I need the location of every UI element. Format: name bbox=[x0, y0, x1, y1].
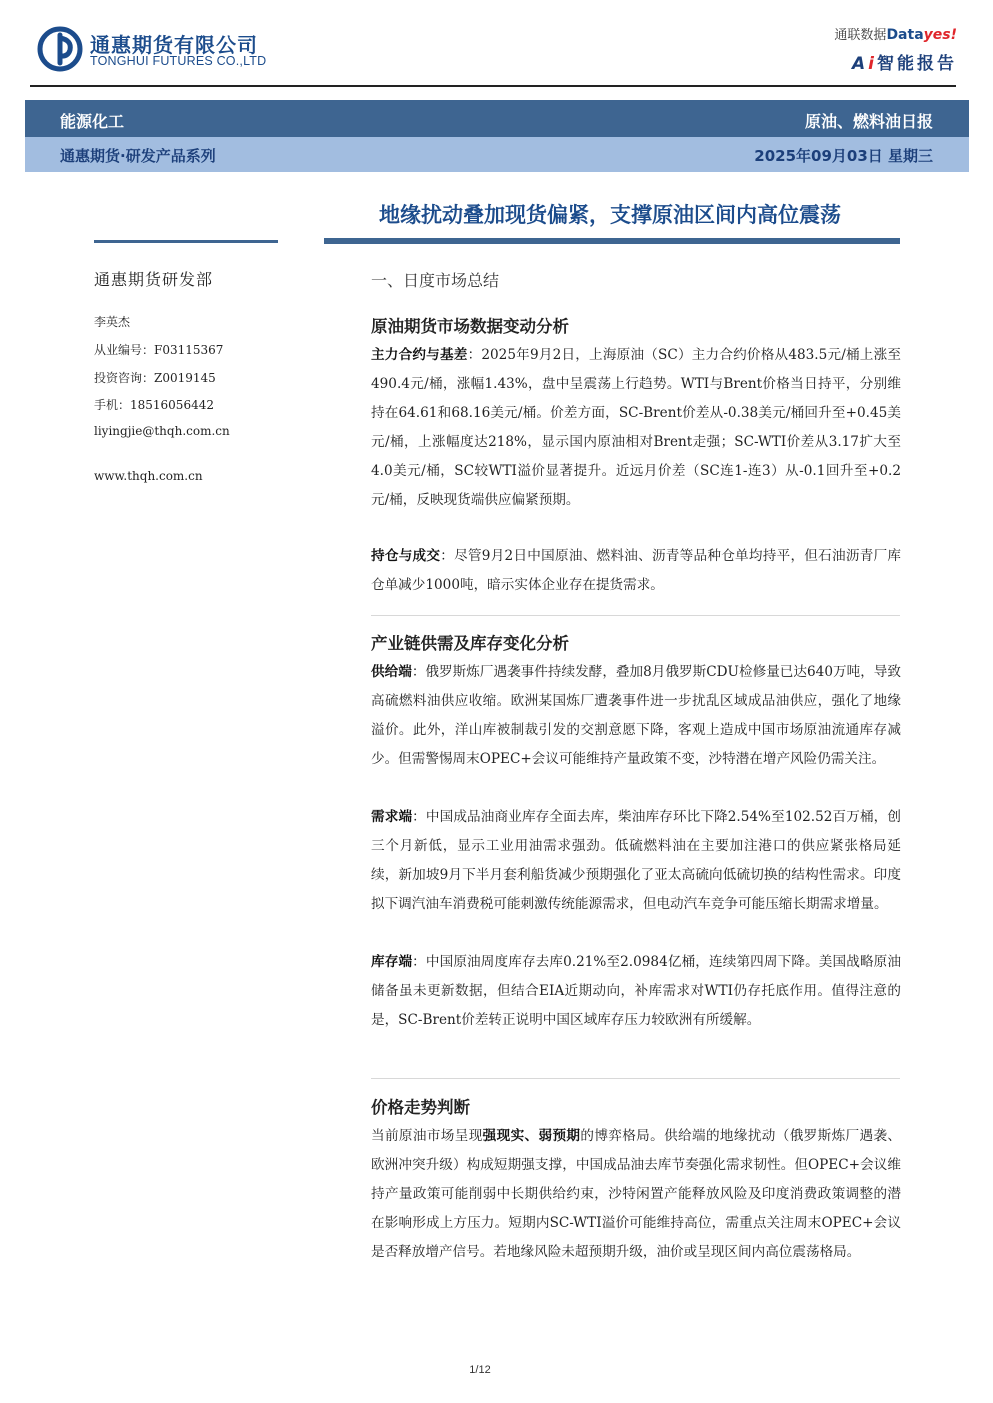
title-underline bbox=[324, 238, 900, 244]
ai-letter-a: A bbox=[852, 54, 869, 74]
analyst-name: 李英杰 bbox=[94, 315, 131, 329]
paragraph-text: ：俄罗斯炼厂遇袭事件持续发酵，叠加8月俄罗斯CDU检修量已达640万吨，导致高硫燃料油供应收缩。欧洲某国炼厂遭袭事件进一步扰乱区域成品油供应，强化了地缘溢价。此外，洋山库被制裁引发的交割意愿下降，客观上造成中国市场原油流通库存减少。但需警惕周末OPEC+会议可能维持产量政策不变，沙特潜在增产风险仍需关注。 bbox=[371, 664, 901, 767]
ai-report-logo bbox=[852, 49, 957, 74]
paragraph-label: 持仓与成交 bbox=[371, 548, 441, 564]
subsection-title-futures: 原油期货市场数据变动分析 bbox=[371, 317, 569, 336]
paragraph-text: 当前原油市场呈现 bbox=[371, 1128, 483, 1144]
paragraph-price-judgement bbox=[371, 1122, 901, 1267]
report-title: 地缘扰动叠加现货偏紧，支撑原油区间内高位震荡 bbox=[379, 203, 841, 227]
license-number: 从业编号：F03115367 bbox=[94, 343, 224, 357]
series-label: 通惠期货·研发产品系列 bbox=[60, 147, 216, 165]
datayes-suffix: yes! bbox=[923, 27, 957, 43]
report-date: 2025年09月03日 星期三 bbox=[754, 147, 933, 165]
company-name-en: TONGHUI FUTURES CO.,LTD bbox=[90, 54, 267, 68]
subsection-title-supply-demand: 产业链供需及库存变化分析 bbox=[371, 634, 569, 653]
paragraph-positions bbox=[371, 542, 901, 600]
report-type-label: 原油、燃料油日报 bbox=[804, 112, 933, 131]
ai-report-label: 智能报告 bbox=[877, 54, 957, 74]
datayes-prefix: 通联数据 bbox=[834, 28, 887, 43]
website-link[interactable]: www.thqh.com.cn bbox=[94, 469, 203, 483]
paragraph-emphasis: 强现实、弱预期 bbox=[482, 1128, 581, 1144]
section-heading: 一、日度市场总结 bbox=[371, 271, 500, 290]
paragraph-text: 的博弈格局。供给端的地缘扰动（俄罗斯炼厂遇袭、欧洲冲突升级）构成短期强支撑，中国成品油去库节奏强化需求韧性。但OPEC+会议维持产量政策可能削弱中长期供给约束，沙特闲置产能释放风险及印度消费政策调整的潜在影响形成上方压力。短期内SC-WTI溢价可能维持高位，需重点关注周末OPEC+会议是否释放增产信号。若地缘风险未超预期升级，油价或呈现区间内高位震荡格局。 bbox=[371, 1128, 902, 1260]
paragraph-label: 需求端 bbox=[371, 809, 413, 825]
tonghui-logo-icon bbox=[37, 26, 83, 72]
subsection-title-price: 价格走势判断 bbox=[371, 1098, 470, 1117]
paragraph-main-contract bbox=[371, 341, 901, 515]
research-dept: 通惠期货研发部 bbox=[94, 270, 214, 289]
paragraph-supply bbox=[371, 658, 901, 774]
paragraph-label: 主力合约与基差 bbox=[371, 347, 468, 363]
paragraph-text: ：中国成品油商业库存全面去库，柴油库存环比下降2.54%至102.52百万桶，创三个月新低，显示工业用油需求强劲。低硫燃料油在主要加注港口的供应紧张格局延续，新加坡9月下半月套利船货减少预期强化了亚太高硫向低硫切换的结构性需求。印度拟下调汽油车消费税可能刺激传统能源需求，但电动汽车竞争可能压缩长期需求增量。 bbox=[371, 809, 902, 912]
header-divider bbox=[30, 85, 956, 87]
datayes-brand: Data bbox=[886, 27, 924, 43]
paragraph-text: ：中国原油周度库存去库0.21%至2.0984亿桶，连续第四周下降。美国战略原油储备虽未更新数据，但结合EIA近期动向，补库需求对WTI仍存托底作用。值得注意的是，SC-Brent价差转正说明中国区域库存压力较欧洲有所缓解。 bbox=[371, 954, 902, 1028]
company-name-cn: 通惠期货有限公司 bbox=[90, 33, 258, 57]
paragraph-label: 供给端 bbox=[371, 664, 412, 680]
datayes-logo bbox=[834, 24, 957, 43]
paragraph-text: ：2025年9月2日，上海原油（SC）主力合约价格从483.5元/桶上涨至490.4元/桶，涨幅1.43%，盘中呈震荡上行趋势。WTI与Brent价格当日持平，分别维持在64.61和68.16美元/桶。价差方面，SC-Brent价差从-0.38美元/桶回升至+0.45美元/桶，上涨幅度达218%，显示国内原油相对Brent走强；SC-WTI价差从3.17扩大至4.0美元/桶，SC较WTI溢价显著提升。近远月价差（SC连1-连3）从-0.1回升至+0.2元/桶，反映现货端供应偏紧预期。 bbox=[371, 347, 901, 508]
sector-label: 能源化工 bbox=[60, 112, 125, 131]
paragraph-text: ：尽管9月2日中国原油、燃料油、沥青等品种仓单均持平，但石油沥青厂库仓单减少1000吨，暗示实体企业存在提货需求。 bbox=[371, 548, 901, 593]
section-divider bbox=[371, 615, 900, 616]
sidebar-underline bbox=[94, 240, 278, 243]
email-link[interactable]: liyingjie@thqh.com.cn bbox=[94, 424, 230, 438]
phone-number: 手机：18516056442 bbox=[94, 398, 214, 412]
paragraph-label: 库存端 bbox=[371, 954, 413, 970]
consult-number: 投资咨询：Z0019145 bbox=[94, 371, 216, 385]
page-number: 1/12 bbox=[469, 1364, 491, 1376]
paragraph-inventory bbox=[371, 948, 901, 1035]
section-divider bbox=[371, 1078, 900, 1079]
paragraph-demand bbox=[371, 803, 901, 919]
ai-letter-i: i bbox=[868, 54, 877, 74]
